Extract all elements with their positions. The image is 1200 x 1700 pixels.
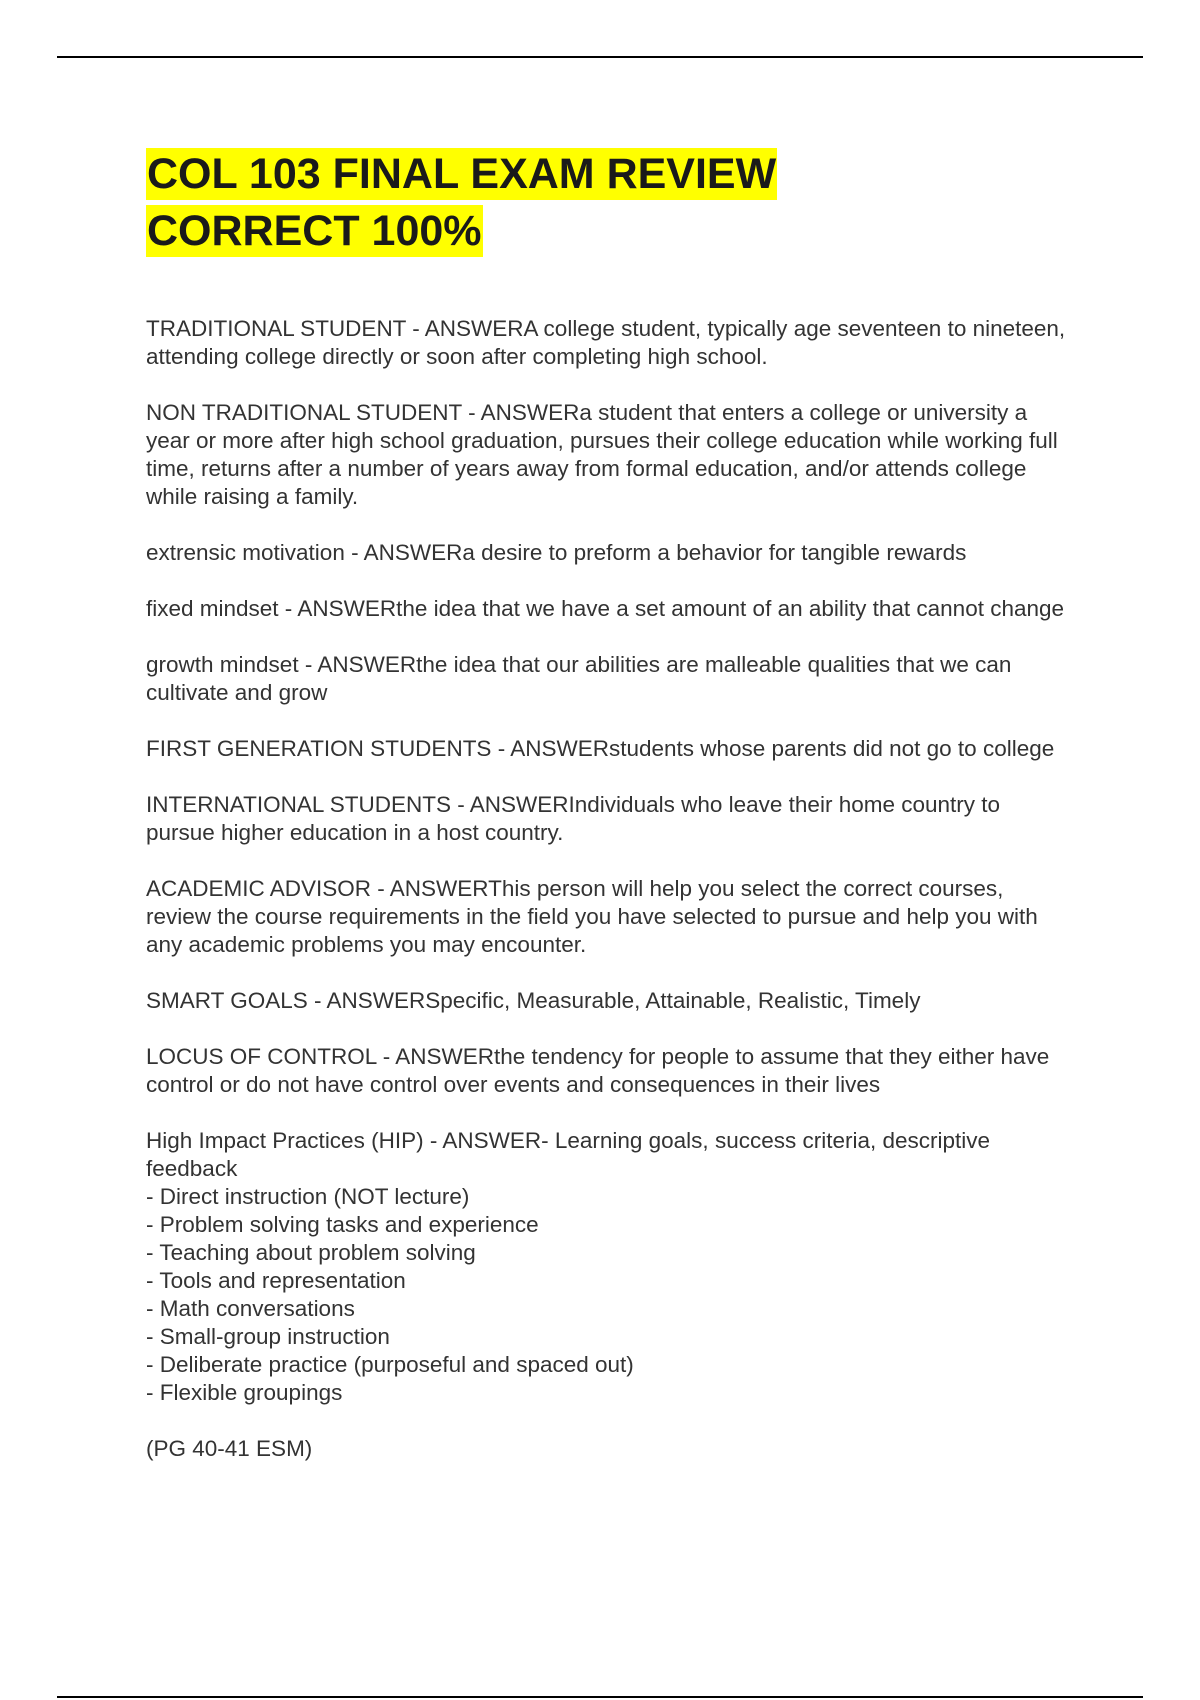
entry-page-reference: (PG 40-41 ESM)	[146, 1436, 313, 1461]
entry-non-traditional-student: NON TRADITIONAL STUDENT - ANSWERa student that enters a college or university a year or more after high school graduation, pursues their college education while working full time, returns after a number of years away from formal education, and/or attends college while raising a family.	[146, 400, 1058, 509]
entry-academic-advisor: ACADEMIC ADVISOR - ANSWERThis person will help you select the correct courses, review the course requirements in the field you have selected to pursue and help you with any academic problems you may encounter.	[146, 876, 1038, 957]
entry-high-impact-practices: High Impact Practices (HIP) - ANSWER- Learning goals, success criteria, descriptive feedback - Direct instruction (NOT lecture) - Problem solving tasks and experience - Teaching about problem solving - Tools and representation - Math conversations - Small-group instruction - Deliberate practice (purposeful and spaced out) - Flexible groupings	[146, 1128, 991, 1405]
entry-locus-of-control: LOCUS OF CONTROL - ANSWERthe tendency for people to assume that they either have control or do not have control over events and consequences in their lives	[146, 1044, 1050, 1097]
entry-extrinsic-motivation: extrensic motivation - ANSWERa desire to preform a behavior for tangible rewards	[146, 540, 967, 565]
entry-smart-goals: SMART GOALS - ANSWERSpecific, Measurable, Attainable, Realistic, Timely	[146, 988, 921, 1013]
title-line-1: COL 103 FINAL EXAM REVIEW	[147, 150, 777, 198]
flashcard-list	[146, 315, 1066, 1463]
bottom-divider	[57, 1696, 1143, 1698]
entry-growth-mindset: growth mindset - ANSWERthe idea that our abilities are malleable qualities that we can cultivate and grow	[146, 652, 1012, 705]
title-line-2: CORRECT 100%	[147, 207, 482, 255]
entry-traditional-student: TRADITIONAL STUDENT - ANSWERA college student, typically age seventeen to nineteen, attending college directly or soon after completing high school.	[146, 316, 1066, 369]
entry-first-generation-students: FIRST GENERATION STUDENTS - ANSWERstudents whose parents did not go to college	[146, 736, 1055, 761]
entry-fixed-mindset: fixed mindset - ANSWERthe idea that we have a set amount of an ability that cannot change	[146, 596, 1065, 621]
page-title	[146, 146, 1066, 260]
document-body	[146, 146, 1066, 1491]
entry-international-students: INTERNATIONAL STUDENTS - ANSWERIndividuals who leave their home country to pursue higher education in a host country.	[146, 792, 1001, 845]
top-divider	[57, 56, 1143, 58]
